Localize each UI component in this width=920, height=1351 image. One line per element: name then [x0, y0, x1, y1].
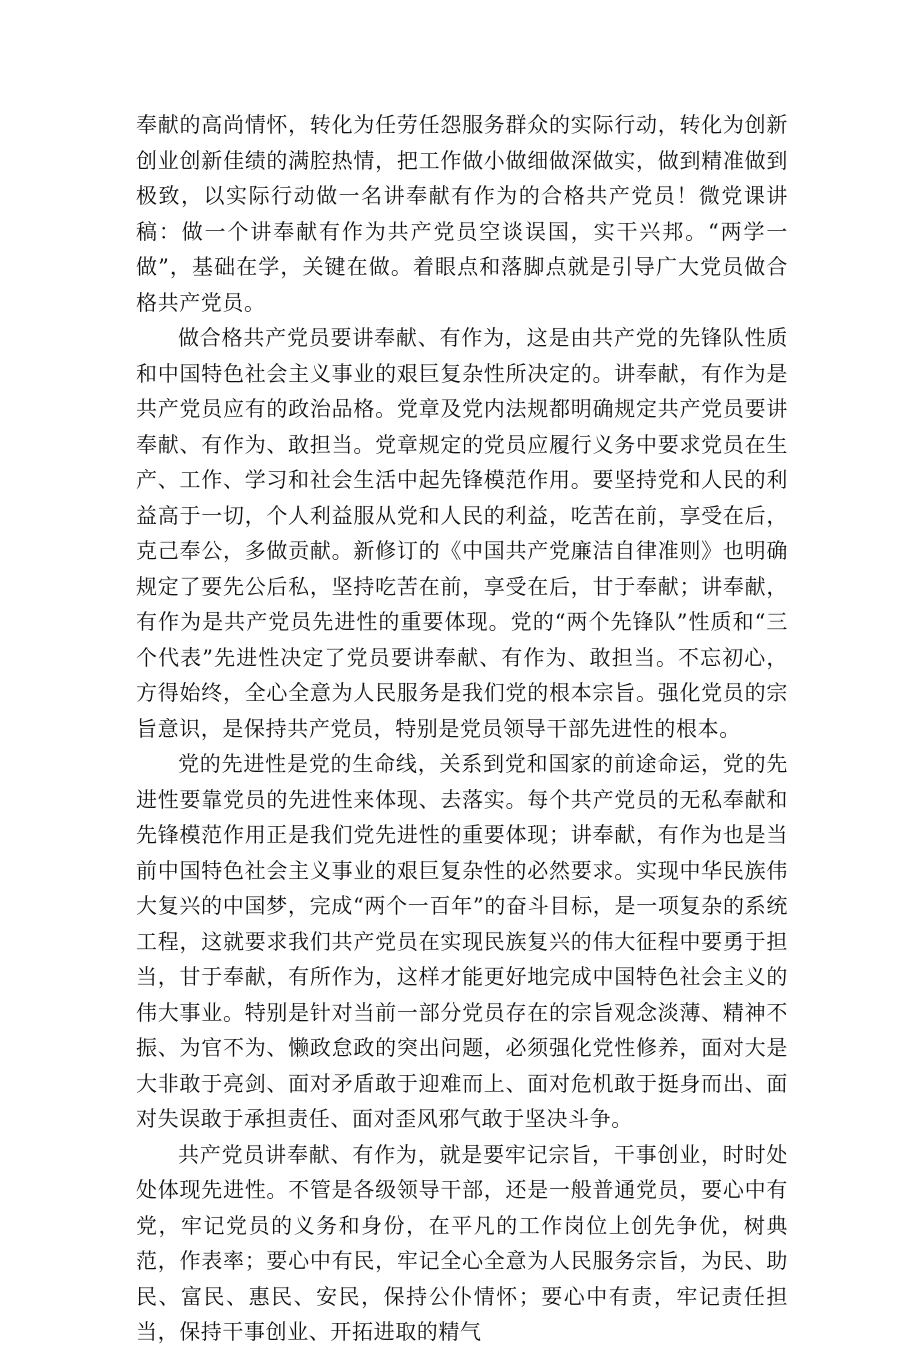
document-body	[136, 108, 788, 1351]
paragraph: 共产党员讲奉献、有作为，就是要牢记宗旨，干事创业，时时处处体现先进性。不管是各级领导干部，还是一般普通党员，要心中有党，牢记党员的义务和身份，在平凡的工作岗位上创先争优，树典范，作表率；要心中有民，牢记全心全意为人民服务宗旨，为民、助民、富民、惠民、安民，保持公仆情怀；要心中有责，牢记责任担当，保持干事创业、开拓进取的精气	[136, 1142, 788, 1344]
paragraph: 党的先进性是党的生命线，关系到党和国家的前途命运，党的先进性要靠党员的先进性来体现、去落实。每个共产党员的无私奉献和先锋模范作用正是我们党先进性的重要体现；讲奉献，有作为也是当前中国特色社会主义事业的艰巨复杂性的必然要求。实现中华民族伟大复兴的中国梦，完成“两个一百年”的奋斗目标，是一项复杂的系统工程，这就要求我们共产党员在实现民族复兴的伟大征程中要勇于担当，甘于奉献，有所作为，这样才能更好地完成中国特色社会主义的伟大事业。特别是针对当前一部分党员存在的宗旨观念淡薄、精神不振、为官不为、懒政怠政的突出问题，必须强化党性修养，面对大是大非敢于亮剑、面对矛盾敢于迎难而上、面对危机敢于挺身而出、面对失误敢于承担责任、面对歪风邪气敢于坚决斗争。	[136, 752, 788, 1131]
paragraph: 做合格共产党员要讲奉献、有作为，这是由共产党的先锋队性质和中国特色社会主义事业的艰巨复杂性所决定的。讲奉献，有作为是共产党员应有的政治品格。党章及党内法规都明确规定共产党员要讲奉献、有作为、敢担当。党章规定的党员应履行义务中要求党员在生产、工作、学习和社会生活中起先锋模范作用。要坚持党和人民的利益高于一切，个人利益服从党和人民的利益，吃苦在前，享受在后，克己奉公，多做贡献。新修订的《中国共产党廉洁自律准则》也明确规定了要先公后私，坚持吃苦在前，享受在后，甘于奉献；讲奉献，有作为是共产党员先进性的重要体现。党的“两个先锋队”性质和“三个代表”先进性决定了党员要讲奉献、有作为、敢担当。不忘初心，方得始终，全心全意为人民服务是我们党的根本宗旨。强化党员的宗旨意识，是保持共产党员，特别是党员领导干部先进性的根本。	[136, 326, 788, 741]
paragraph-continuation: 奉献的高尚情怀，转化为任劳任怨服务群众的实际行动，转化为创新创业创新佳绩的满腔热情，把工作做小做细做深做实，做到精准做到极致，以实际行动做一名讲奉献有作为的合格共产党员！微党课讲稿：做一个讲奉献有作为共产党员空谈误国，实干兴邦。“两学一做”，基础在学，关键在做。着眼点和落脚点就是引导广大党员做合格共产党员。	[136, 113, 788, 315]
